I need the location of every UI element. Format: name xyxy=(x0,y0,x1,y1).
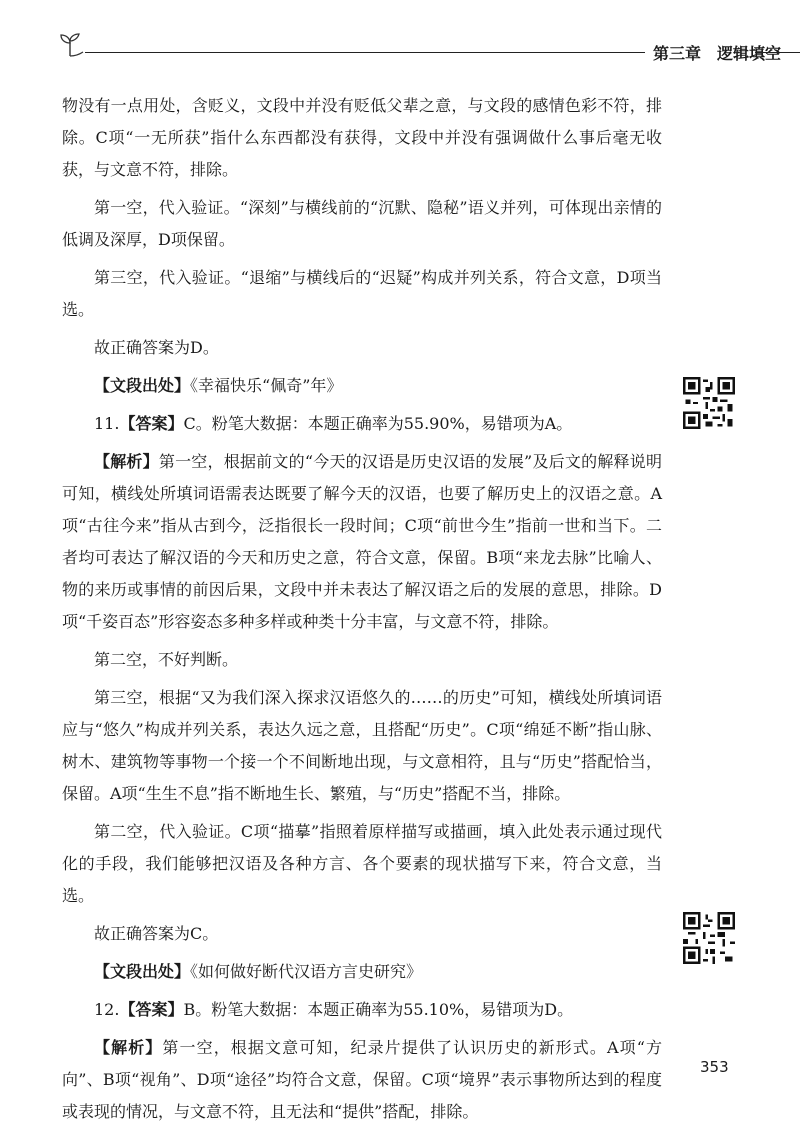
paragraph: 第三空，根据“又为我们深入探求汉语悠久的……的历史”可知，横线处所填词语应与“悠久”构成并列关系，表达久远之意，且搭配“历史”。C项“绵延不断”指山脉、树木、建筑物等事物一个接一个不间断地出现，与文意相符，且与“历史”搭配恰当，保留。A项“生生不息”指不断地生长、繁殖，与“历史”搭配不当，排除。 xyxy=(62,688,662,803)
source-line xyxy=(62,956,662,988)
question-number: 12. xyxy=(94,1000,120,1019)
sprout-icon xyxy=(55,30,85,60)
answer-line xyxy=(62,994,662,1026)
source-label: 【文段出处】 xyxy=(94,376,191,395)
answer-line xyxy=(62,408,662,440)
page-header xyxy=(55,30,782,70)
explanation-text: 第一空，根据文意可知，纪录片提供了认识历史的新形式。A项“方向”、B项“视角”、D项“途径”均符合文意，保留。C项“境界”表示事物所达到的程度或表现的情况，与文意不符，且无法和“提供”搭配，排除。 xyxy=(62,1038,662,1121)
qr-code-icon[interactable] xyxy=(683,912,735,964)
source-line xyxy=(62,370,662,402)
explanation xyxy=(62,1032,662,1128)
paragraph: 故正确答案为D。 xyxy=(94,338,219,357)
source-title: 《如何做好断代汉语方言史研究》 xyxy=(190,962,423,981)
explanation-label: 【解析】 xyxy=(94,452,159,471)
question-number: 11. xyxy=(94,414,120,433)
paragraph: 第三空，代入验证。“退缩”与横线后的“迟疑”构成并列关系，符合文意，D项当选。 xyxy=(62,268,662,319)
paragraph: 故正确答案为C。 xyxy=(94,924,219,943)
page-body xyxy=(62,90,662,1128)
paragraph: 第一空，代入验证。“深刻”与横线前的“沉默、隐秘”语义并列，可体现出亲情的低调及深厚，D项保留。 xyxy=(62,198,662,249)
paragraph: 第二空，代入验证。C项“描摹”指照着原样描写或描画，填入此处表示通过现代化的手段，我们能够把汉语及各种方言、各个要素的现状描写下来，符合文意，当选。 xyxy=(62,822,662,905)
qr-code-icon[interactable] xyxy=(683,377,735,429)
answer-text: B。粉笔大数据：本题正确率为55.10%，易错项为D。 xyxy=(183,1000,574,1019)
paragraph: 物没有一点用处，含贬义，文段中并没有贬低父辈之意，与文段的感情色彩不符，排除。C项“一无所获”指什么东西都没有获得，文段中并没有强调做什么事后毫无收获，与文意不符，排除。 xyxy=(62,96,662,179)
header-rule-right xyxy=(755,52,800,53)
explanation-text: 第一空，根据前文的“今天的汉语是历史汉语的发展”及后文的解释说明可知，横线处所填词语需表达既要了解今天的汉语，也要了解历史上的汉语之意。A项“古往今来”指从古到今，泛指很长一段时间；C项“前世今生”指前一世和当下。二者均可表达了解汉语的今天和历史之意，符合文意，保留。B项“来龙去脉”比喻人、物的来历或事情的前因后果，文段中并未表达了解汉语之后的发展的意思，排除。D项“千姿百态”形容姿态多种多样或种类十分丰富，与文意不符，排除。 xyxy=(62,452,662,631)
answer-label: 【答案】 xyxy=(119,414,184,433)
explanation xyxy=(62,446,662,638)
header-rule-left xyxy=(85,52,645,53)
explanation-label: 【解析】 xyxy=(94,1038,163,1057)
answer-text: C。粉笔大数据：本题正确率为55.90%，易错项为A。 xyxy=(183,414,573,433)
chapter-number: 第三章 xyxy=(653,44,702,63)
chapter-section: 逻辑填空 xyxy=(717,44,782,63)
paragraph: 第二空，不好判断。 xyxy=(94,650,239,669)
source-label: 【文段出处】 xyxy=(94,962,191,981)
answer-label: 【答案】 xyxy=(119,1000,184,1019)
source-title: 《幸福快乐“佩奇”年》 xyxy=(190,376,343,395)
page-number: 353 xyxy=(700,1058,729,1076)
